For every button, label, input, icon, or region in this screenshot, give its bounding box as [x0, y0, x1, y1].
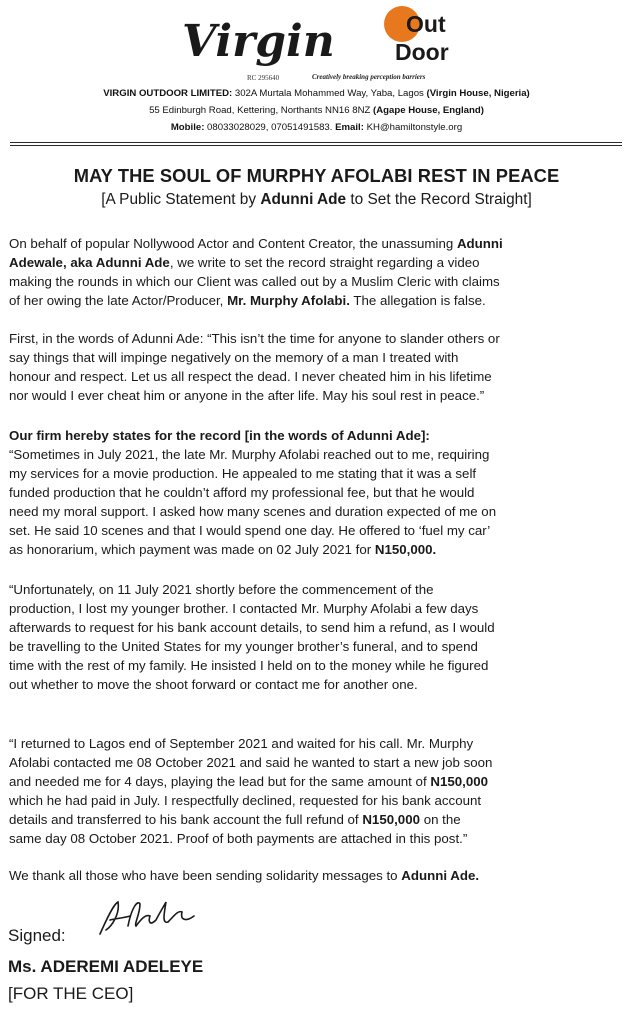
bold-text: Mr. Murphy Afolabi.	[227, 293, 350, 308]
text-line	[9, 386, 625, 405]
text-run: same day 08 October 2021. Proof of both payments are attached in this post.”	[9, 831, 468, 846]
bold-text: N150,000	[430, 774, 489, 789]
mobile-numbers: 08033028029, 07051491583.	[204, 122, 336, 133]
text-line	[9, 772, 625, 791]
house-nigeria: (Virgin House, Nigeria)	[426, 88, 530, 99]
address-line-2	[0, 103, 633, 118]
text-run: Afolabi contacted me 08 October 2021 and said he wanted to start a new job soon	[9, 755, 493, 770]
signatory-role: [FOR THE CEO]	[8, 984, 134, 1003]
text-run: say things that will impinge negatively on the memory of a man I treated with	[9, 350, 459, 365]
text-run: be travelling to the United States for my younger brother’s funeral, and to spend	[9, 639, 478, 654]
text-run: on the	[420, 812, 461, 827]
company-name: VIRGIN OUTDOOR LIMITED:	[103, 88, 233, 99]
text-run: We thank all those who have been sending solidarity messages to	[9, 868, 402, 883]
text-line	[9, 426, 625, 445]
paragraph-quote	[9, 329, 625, 405]
subtitle-post: to Set the Record Straight]	[346, 191, 532, 208]
header-divider-bottom	[10, 145, 622, 146]
bold-text: N150,000	[362, 812, 420, 827]
text-run: , we write to set the record straight regarding a video	[169, 255, 480, 270]
bold-text: Adewale, aka Adunni Ade	[9, 255, 170, 270]
header-divider-top	[10, 142, 622, 143]
text-run: making the rounds in which our Client was called out by a Muslim Cleric with claims	[9, 274, 500, 289]
text-run: time with the rest of my family. He insisted I held on to the money while he figured	[9, 658, 489, 673]
text-run: and needed me for 4 days, playing the lead but for the same amount of	[9, 774, 431, 789]
text-line	[9, 464, 625, 483]
subtitle-pre: [A Public Statement by	[101, 191, 261, 208]
text-run: First, in the words of Adunni Ade: “This isn’t the time for anyone to slander others or	[9, 331, 500, 346]
virgin-outdoor-logo	[150, 2, 480, 66]
text-run: details and transferred to his bank account the full refund of	[9, 812, 363, 827]
address-england: 55 Edinburgh Road, Kettering, Northants NN16 8NZ	[149, 105, 374, 116]
text-line	[9, 791, 625, 810]
handwritten-signature	[90, 896, 200, 942]
text-run: my services for a movie production. He appealed to me stating that it was a self	[9, 466, 477, 481]
paragraph-unfortunately	[9, 580, 625, 694]
subtitle-name: Adunni Ade	[260, 191, 347, 208]
text-line	[9, 656, 625, 675]
text-line	[9, 483, 625, 502]
rc-number: RC 295640	[247, 74, 280, 82]
contact-line	[0, 120, 633, 135]
text-run: “Unfortunately, on 11 July 2021 shortly before the commencement of the	[9, 582, 434, 597]
text-run: production, I lost my younger brother. I contacted Mr. Murphy Afolabi a few days	[9, 601, 479, 616]
text-line	[9, 637, 625, 656]
house-england: (Agape House, England)	[373, 105, 484, 116]
text-line	[9, 829, 625, 848]
text-run: of her owing the late Actor/Producer,	[9, 293, 228, 308]
text-line	[9, 445, 625, 464]
email-address: KH@hamiltonstyle.org	[363, 122, 463, 133]
text-line	[9, 618, 625, 637]
text-line	[9, 291, 625, 310]
text-run: out whether to move the shoot forward or contact me for another one.	[9, 677, 418, 692]
logo-virgin-text: Virgin	[182, 16, 335, 66]
text-line	[9, 502, 625, 521]
text-run: set. He said 10 scenes and that I would spend one day. He offered to ‘fuel my car’	[9, 523, 491, 538]
text-run: “I returned to Lagos end of September 2021 and waited for his call. Mr. Murphy	[9, 736, 474, 751]
text-run: afterwards to request for his bank account details, to send him a refund, as I would	[9, 620, 495, 635]
text-run: On behalf of popular Nollywood Actor and Content Creator, the unassuming	[9, 236, 457, 251]
mobile-label: Mobile:	[170, 122, 205, 133]
text-run: as honorarium, which payment was made on 02 July 2021 for	[9, 542, 375, 557]
signed-label: Signed:	[8, 926, 66, 945]
text-line	[9, 329, 625, 348]
logo-door-text: Door	[395, 39, 449, 65]
text-line	[9, 599, 625, 618]
bold-text: N150,000.	[374, 542, 437, 557]
text-line	[9, 234, 625, 253]
text-line	[9, 367, 625, 386]
text-line	[9, 272, 625, 291]
signatory-name: Ms. ADEREMI ADELEYE	[8, 957, 204, 976]
email-label: Email:	[335, 122, 364, 133]
text-run: honour and respect. Let us all respect the dead. I never cheated him in his lifetime	[9, 369, 492, 384]
text-line	[9, 810, 625, 829]
text-line	[9, 540, 625, 559]
text-run: which he had paid in July. I respectfully declined, requested for his bank account	[9, 793, 482, 808]
text-line	[9, 675, 625, 694]
text-line	[9, 521, 625, 540]
paragraph-thanks	[9, 866, 625, 885]
company-tagline: Creatively breaking perception barriers	[312, 73, 426, 81]
text-run: need my moral support. I asked how many scenes and duration expected of me on	[9, 504, 497, 519]
text-line	[9, 866, 625, 885]
text-line	[9, 253, 625, 272]
bold-text: Adunni	[456, 236, 503, 251]
paragraph-firm-statement	[9, 426, 625, 559]
text-line	[9, 734, 625, 753]
bold-text: Our firm hereby states for the record [in the words of Adunni Ade]:	[9, 428, 430, 443]
logo-out-text: Out	[406, 11, 446, 37]
text-run: nor would I ever cheat him or anyone in the after life. May his soul rest in peace.”	[9, 388, 485, 403]
bold-text: Adunni Ade.	[401, 868, 480, 883]
text-line	[9, 348, 625, 367]
text-line	[9, 580, 625, 599]
address-line-1	[0, 86, 633, 101]
address-nigeria: 302A Murtala Mohammed Way, Yaba, Lagos	[232, 88, 427, 99]
text-run: “Sometimes in July 2021, the late Mr. Murphy Afolabi reached out to me, requiring	[9, 447, 490, 462]
statement-subtitle	[0, 191, 633, 209]
paragraph-intro	[9, 234, 625, 310]
text-run: funded production that he couldn’t afford my professional fee, but that he would	[9, 485, 475, 500]
paragraph-returned	[9, 734, 625, 848]
statement-title: MAY THE SOUL OF MURPHY AFOLABI REST IN PEACE	[73, 165, 560, 186]
text-run: The allegation is false.	[349, 293, 486, 308]
text-line	[9, 753, 625, 772]
